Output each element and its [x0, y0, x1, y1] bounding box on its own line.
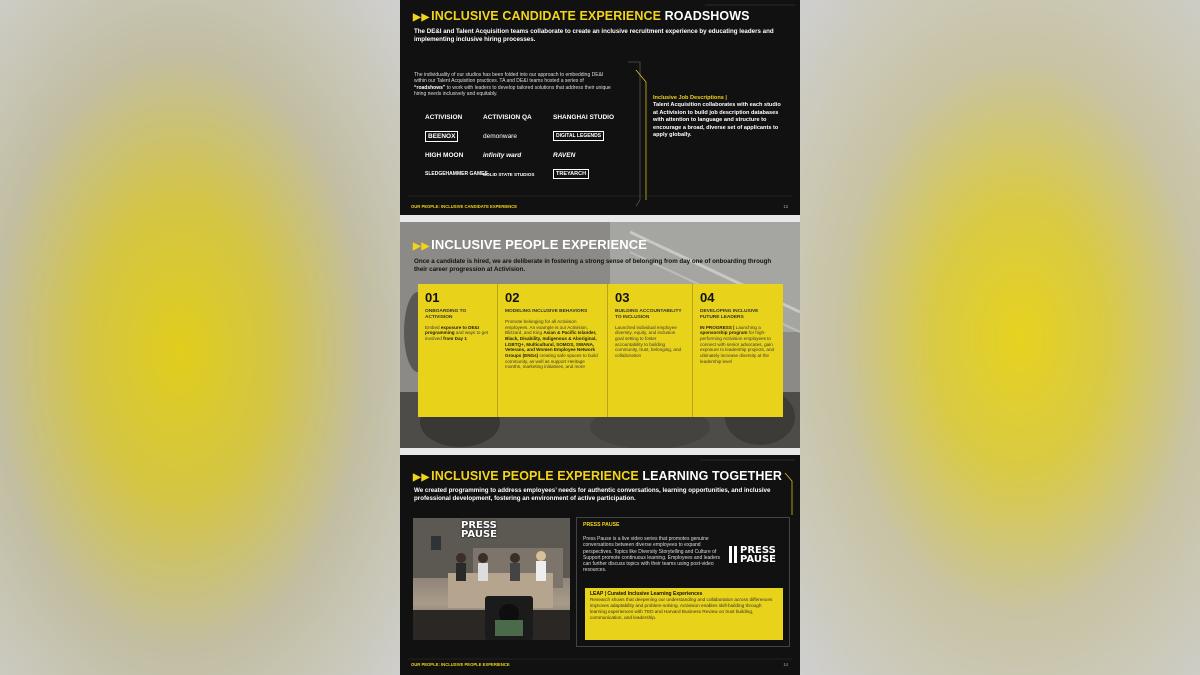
panel-text: Press Pause is a live video series that promotes genuine conversations between diverse employees to expand perspectives. Topics like Diversity Storytelling and Culture of Support promote continuous learning. Employees and leaders can further discuss topics with their teams using post-video resources. [583, 536, 721, 574]
slide-inclusive-people-experience [400, 222, 800, 448]
experience-cards [418, 284, 783, 417]
digital-legends-logo: DIGITAL LEGENDS [553, 129, 615, 143]
leap-text: Research shows that deepening our understanding and collaboration across differences improves adaptability and problem-solving. Activision enables skill-building through learning experiences with TED and Harvard Business Review on trust building, communication, and leadership. [590, 597, 773, 620]
blurred-background-right [800, 0, 1200, 675]
activision-qa-logo: ACTIVISION QA [483, 113, 532, 121]
blurred-background-left [0, 0, 400, 675]
page-gap [400, 448, 800, 455]
slide-footer: OUR PEOPLE: INCLUSIVE CANDIDATE EXPERIENCE [411, 204, 518, 209]
page-gap [400, 215, 800, 222]
play-arrows-icon: ▶ ▶ [413, 12, 429, 23]
shanghai-studio-logo: SHANGHAI STUDIO [553, 113, 615, 121]
slide-footer: OUR PEOPLE: INCLUSIVE PEOPLE EXPERIENCE [411, 662, 510, 667]
slide-candidate-roadshows [400, 0, 800, 215]
page-number: 14 [783, 662, 788, 667]
video-overlay-title: PRESS PAUSE [461, 520, 497, 540]
demonware-logo: demonware [483, 132, 517, 140]
panel-heading: PRESS PAUSE [583, 522, 620, 528]
card-modeling-behaviors: 02 MODELING INCLUSIVE BEHAVIORS Promote belonging for all Activision employees. An example is our Activision, Blizzard, and King Asian & Pacific Islander, Black, Disability, Indigenous & Aboriginal, LGBTQ+, Multicultural, SOMOS, SWANA, Veterans, and Women Employee Network Groups (ENGs) creating safe spaces to build community, as well as support Heritage months, marketing initiatives, and more [498, 284, 608, 417]
card-accountability: 03 BUILDING ACCOUNTABILITY TO INCLUSION Launched individual employee diversity, equity, and inclusion goal setting to foster accountability to building community, trust, belonging, and collaboration [608, 284, 693, 417]
beenox-logo: BEENOX [425, 129, 483, 143]
high-moon-logo: HIGH MOON [425, 151, 464, 159]
activision-logo: ACTIVISION [425, 113, 463, 121]
infinity-ward-logo: infinity ward [483, 151, 522, 159]
solid-state-studios-logo: SOLID STATE STUDIOS [483, 171, 535, 177]
raven-logo: RAVEN [553, 151, 576, 159]
card-future-leaders: 04 DEVELOPING INCLUSIVE FUTURE LEADERS IN PROGRESS | Launching a sponsorship program for high-performing Activision employees to connect with senior advocates, gain exposure to leadership projects, and ultimately increase diversity at the leadership level [693, 284, 783, 417]
play-arrows-icon: ▶ ▶ [413, 241, 429, 252]
slide-subtitle: Once a candidate is hired, we are deliberate in fostering a strong sense of belonging from day one of onboarding through their career progression at Activision. [414, 258, 772, 274]
press-pause-panel [576, 517, 790, 647]
slide-title: ▶ ▶ INCLUSIVE PEOPLE EXPERIENCE LEARNING TOGETHER [413, 469, 783, 483]
studio-logos [425, 110, 615, 181]
press-pause-video-still [413, 518, 570, 640]
card-onboarding: 01 ONBOARDING TO ACTIVISION Embed exposure to DE&I programming and ways to get involved from Day 1 [418, 284, 498, 417]
press-pause-logo: PRESS PAUSE [729, 546, 784, 564]
slide-title: ▶ ▶ INCLUSIVE CANDIDATE EXPERIENCE ROADSHOWS [413, 9, 750, 23]
slide-title: ▶ ▶ INCLUSIVE PEOPLE EXPERIENCE [413, 237, 647, 252]
slide-learning-together [400, 455, 800, 675]
leap-heading: LEAP | Curated Inclusive Learning Experiences [590, 591, 703, 597]
inclusive-job-descriptions: Inclusive Job Descriptions | Talent Acquisition collaborates with each studio at Activision to build job description databases with attention to language and structure to encourage a broad, diverse set of applicants to apply globally. [653, 95, 781, 139]
play-arrows-icon: ▶ ▶ [413, 472, 429, 483]
treyarch-logo: TREYARCH [553, 167, 615, 181]
page-number: 13 [783, 204, 788, 209]
slide-subtitle: We created programming to address employees’ needs for authentic conversations, learning opportunities, and inclusive professional development, fostering an environment of active participation. [414, 487, 771, 503]
body-text: The individuality of our studios has been folded into our approach to embedding DE&I within our Talent Acquisition practices. TA and DE&I teams hosted a series of “roadshows” to work with leaders to develop tailored solutions that address their unique hiring needs inclusively and equitably. [414, 72, 611, 98]
slide-subtitle: The DE&I and Talent Acquisition teams collaborate to create an inclusive recruitment experience by educating leaders and implementing inclusive hiring processes. [414, 28, 774, 44]
leap-box [585, 588, 783, 640]
sledgehammer-games-logo: SLEDGEHAMMER GAMES [425, 171, 488, 177]
